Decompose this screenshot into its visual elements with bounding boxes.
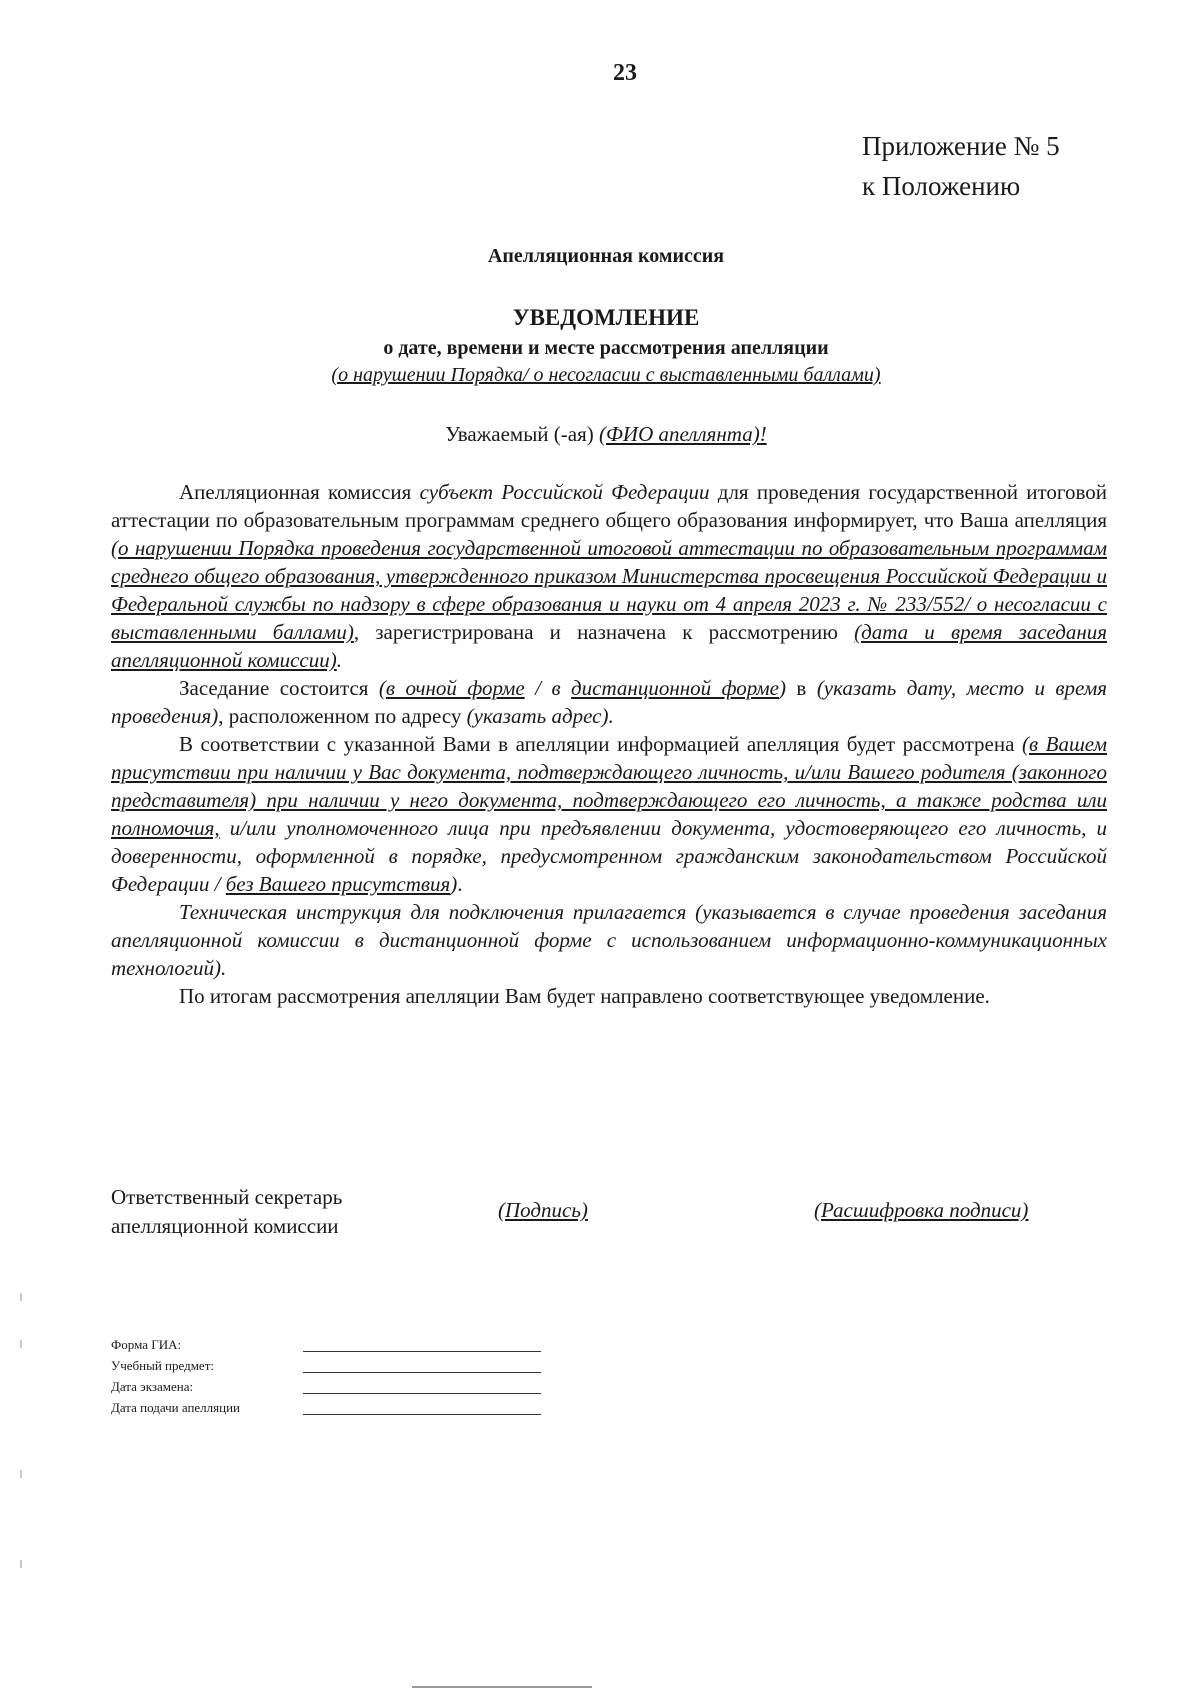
greeting-prefix: Уважаемый (-ая) [445, 422, 600, 446]
text-segment: , расположенном по адресу [218, 704, 467, 728]
form-field-label: Дата подачи апелляции [111, 1400, 241, 1415]
form-field-blank [303, 1393, 541, 1394]
attendance-option-absent: без Вашего присутствия [225, 872, 451, 896]
form-field-label: Дата экзамена: [111, 1379, 194, 1394]
text-segment: . [336, 648, 342, 672]
text-segment: В соответствии с указанной Вами в апелляции информацией апелляция будет рассмотрена [179, 732, 1022, 756]
date-place-placeholder: (указать дату, место и время проведения) [111, 676, 1108, 728]
document-subtitle-variants: (о нарушении Порядка/ о несогласии с выставленными баллами) [331, 364, 881, 386]
paragraph-registration [111, 478, 1107, 674]
greeting-suffix: ! [759, 422, 767, 446]
signature-decoding-placeholder: (Расшифровка подписи) [814, 1198, 1029, 1222]
paragraph-meeting [111, 674, 1107, 730]
scan-margin-mark [20, 1470, 22, 1478]
document-title: УВЕДОМЛЕНИЕ [512, 305, 700, 330]
greeting-name-placeholder: (ФИО апеллянта) [599, 422, 760, 446]
paragraph-result: По итогам рассмотрения апелляции Вам будет направлено соответствующее уведомление. [179, 984, 990, 1008]
remote-option: дистанционной форме [571, 676, 779, 700]
appendix-line-2: к Положению [862, 171, 1021, 201]
signature-placeholder: (Подпись) [498, 1198, 588, 1222]
text-segment: ) [778, 676, 786, 700]
text-segment: . [608, 704, 614, 728]
text-segment: в [785, 676, 817, 700]
commission-name: Апелляционная комиссия [487, 245, 725, 267]
address-placeholder: (указать адрес) [466, 704, 609, 728]
signatory-role-line-1: Ответственный секретарь [111, 1185, 343, 1209]
signature-block [111, 1183, 1107, 1243]
text-segment: ( [378, 676, 386, 700]
signatory-role-line-2: апелляционной комиссии [111, 1214, 339, 1238]
attendance-option-proxy: и/или уполномоченного лица при предъявлении документа, удостоверяющего его личность, и доверенности, оформленной в порядке, предусмотренном гражданским законодательством Российской Федерации / [111, 816, 1107, 896]
attendance-option-present: (в Вашем присутствии при наличии у Вас документа, подтверждающего личность, и/или Вашего родителя (законного представителя) при наличии у него документа, подтверждающего его личность, а также родства или полномочия, [111, 732, 1107, 840]
paragraph-instructions [111, 898, 1107, 982]
appendix-reference [862, 126, 1060, 206]
appeal-type-placeholder: (о нарушении Порядка проведения государственной итоговой аттестации по образовательным программам среднего общего образования, утвержденного приказом Министерства просвещения Российской Федерации и Федеральной службы по надзору в сфере образования и науки от 4 апреля 2023 г. № 233/552/ о несогласии с выставленными баллами) [111, 536, 1107, 644]
paragraph-attendance [111, 730, 1107, 898]
text-segment: для проведения государственной итоговой аттестации по образовательным программам среднего общего образования информирует, что Ваша апелляция [111, 480, 1107, 532]
text-segment: / в [524, 676, 572, 700]
form-field-blank [303, 1351, 541, 1352]
appendix-line-1: Приложение № 5 [862, 131, 1060, 161]
text-segment: ) [450, 872, 458, 896]
technical-instructions-note: Техническая инструкция для подключения прилагается (указывается в случае проведения заседания апелляционной комиссии в дистанционной форме с использованием информационно-коммуникационных технологий). [111, 900, 1107, 980]
text-segment: Апелляционная комиссия [179, 480, 420, 504]
form-field-label: Учебный предмет: [111, 1358, 214, 1373]
scan-margin-mark [20, 1293, 22, 1301]
scan-margin-mark [20, 1560, 22, 1568]
form-field-label: Форма ГИА: [111, 1337, 182, 1352]
page-number: 23 [613, 60, 637, 86]
greeting [0, 422, 1200, 447]
document-subtitle: о дате, времени и месте рассмотрения апелляции [383, 337, 829, 359]
signatory-role [111, 1183, 342, 1241]
meeting-datetime-placeholder: (дата и время заседания апелляционной комиссии) [111, 620, 1108, 672]
notice-body [111, 478, 1107, 1010]
form-field-blank [303, 1414, 541, 1415]
text-segment: , зарегистрирована и назначена к рассмотрению [353, 620, 855, 644]
in-person-option: в очной форме [385, 676, 525, 700]
text-segment: Заседание состоится [179, 676, 379, 700]
form-field-blank [303, 1372, 541, 1373]
scan-margin-mark [20, 1340, 22, 1348]
bottom-divider [412, 1686, 592, 1688]
region-placeholder: субъект Российской Федерации [419, 480, 710, 504]
text-segment: . [457, 872, 463, 896]
